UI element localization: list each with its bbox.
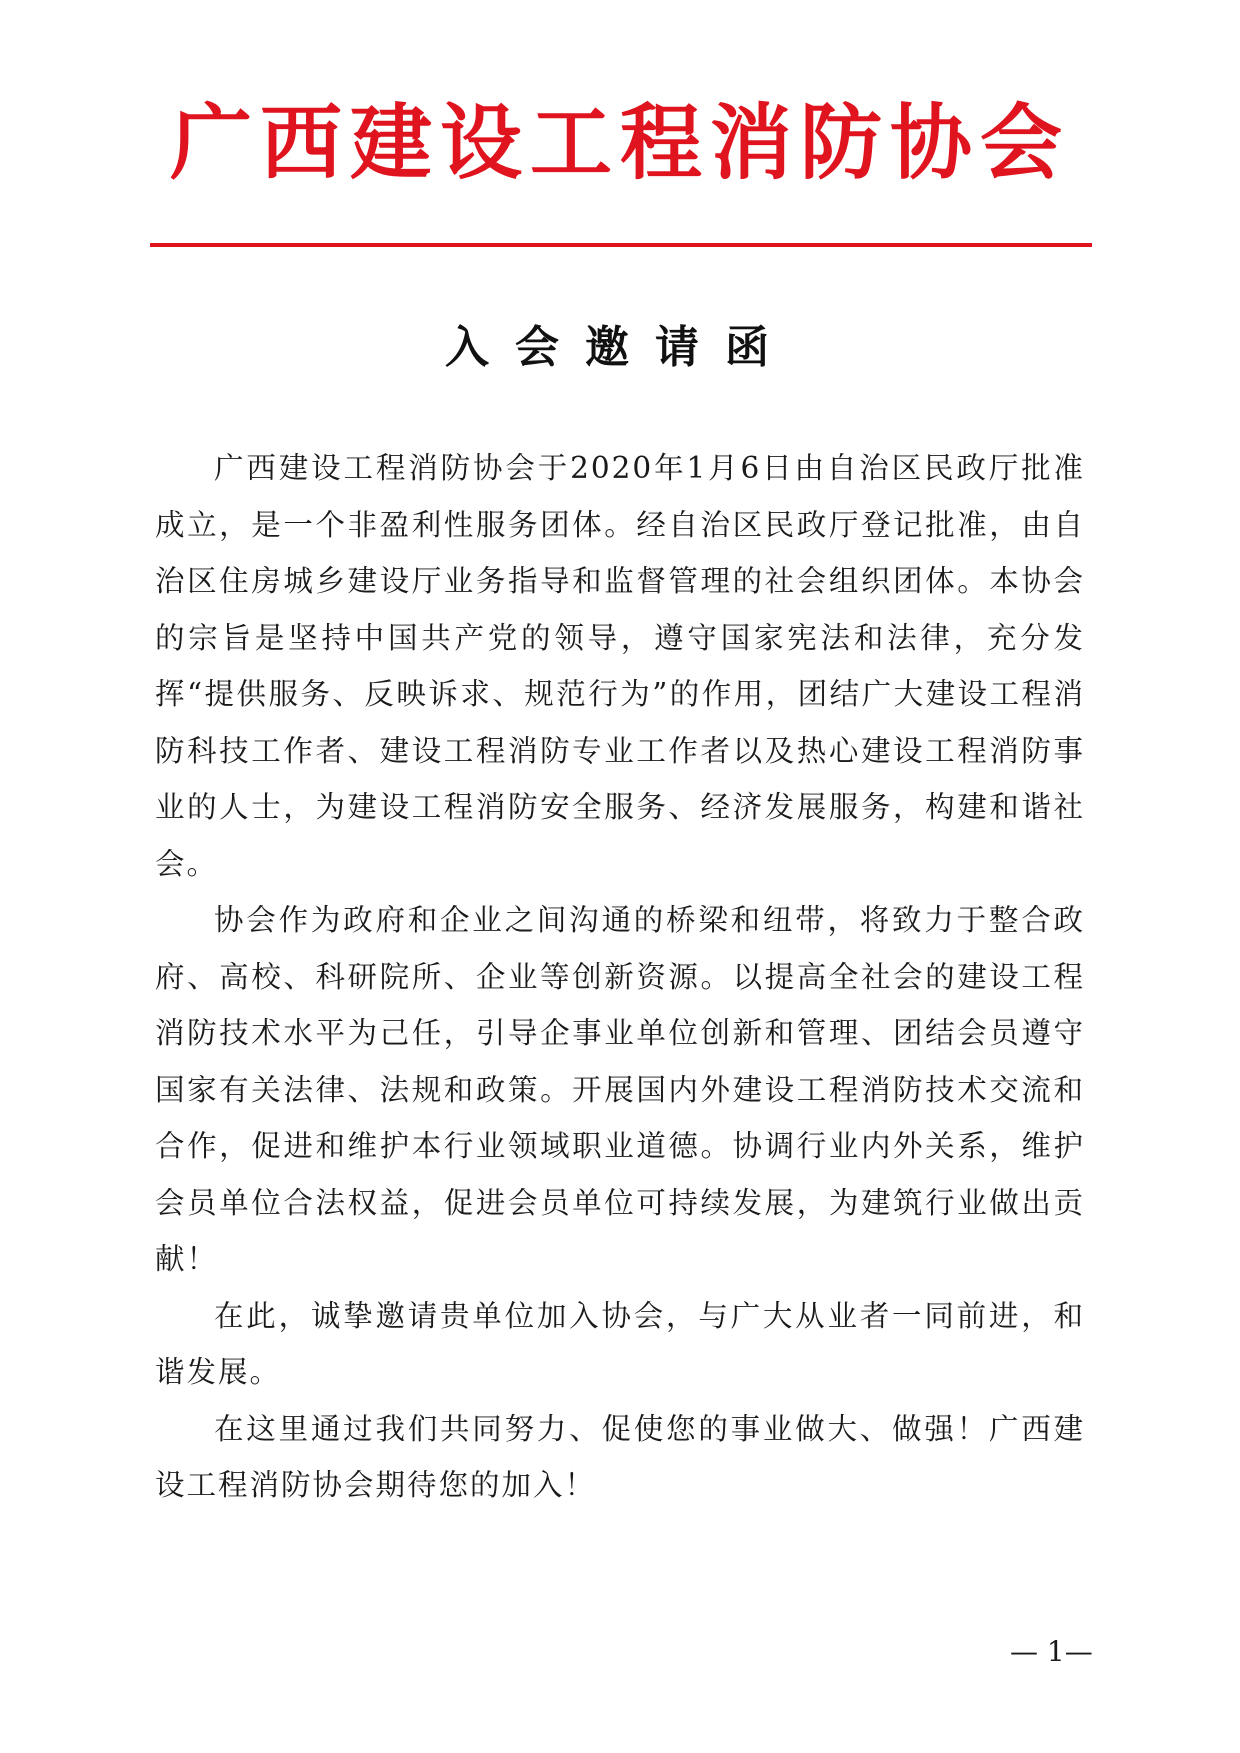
paragraph-association-intro: 广西建设工程消防协会于2020年1月6日由自治区民政厅批准成立，是一个非盈利性服务团体。经自治区民政厅登记批准，由自治区住房城乡建设厅业务指导和监督管理的社会组织团体。本协会的宗旨是坚持中国共产党的领导，遵守国家宪法和法律，充分发挥“提供服务、反映诉求、规范行为”的作用，团结广大建设工程消防科技工作者、建设工程消防专业工作者以及热心建设工程消防事业的人士，为建设工程消防安全服务、经济发展服务，构建和谐社会。 xyxy=(155,451,1085,881)
paragraph-association-role: 协会作为政府和企业之间沟通的桥梁和纽带，将致力于整合政府、高校、科研院所、企业等创新资源。以提高全社会的建设工程消防技术水平为己任，引导企事业单位创新和管理、团结会员遵守国家有关法律、法规和政策。开展国内外建设工程消防技术交流和合作，促进和维护本行业领域职业道德。协调行业内外关系，维护会员单位合法权益，促进会员单位可持续发展，为建筑行业做出贡献！ xyxy=(155,903,1085,1276)
page-number: — 1— xyxy=(1010,1635,1093,1668)
paragraph-invitation: 在此，诚挚邀请贵单位加入协会，与广大从业者一同前进，和谐发展。 xyxy=(155,1298,1085,1389)
organization-header: 广西建设工程消防协会 xyxy=(169,95,1070,191)
paragraph-closing: 在这里通过我们共同努力、促使您的事业做大、做强！广西建设工程消防协会期待您的加入！ xyxy=(155,1411,1085,1502)
letter-body xyxy=(155,440,1085,1514)
header-divider xyxy=(150,243,1092,247)
document-title: 入会邀请函 xyxy=(445,322,795,373)
